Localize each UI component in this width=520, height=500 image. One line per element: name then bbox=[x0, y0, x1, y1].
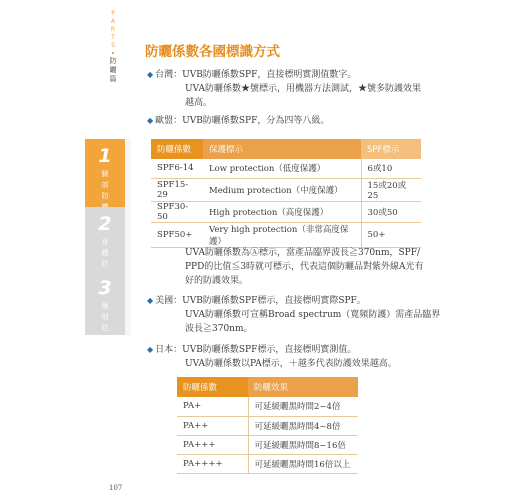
section-header-vertical bbox=[107, 10, 119, 83]
table-cell: 6或10 bbox=[361, 159, 421, 178]
bullet-diamond-icon: ◆ bbox=[147, 345, 154, 354]
table-cell: PA++++ bbox=[177, 454, 248, 473]
tab-label-char: 曬 bbox=[101, 335, 109, 343]
page-number: 107 bbox=[109, 484, 123, 492]
bullet-diamond-icon: ◆ bbox=[147, 70, 154, 79]
table-cell: High protection（高度保護） bbox=[203, 201, 361, 222]
bullet-diamond-icon: ◆ bbox=[147, 116, 154, 125]
uva-note-paragraph bbox=[185, 246, 424, 288]
table-row bbox=[177, 416, 358, 435]
table-header: 防曬係數 bbox=[151, 139, 203, 159]
usa-line-3: 波長≧370nm。 bbox=[185, 324, 253, 334]
table-row bbox=[151, 178, 421, 201]
tab-body-sunscreen[interactable] bbox=[85, 207, 125, 271]
table-cell: 可延緩曬黑時間8~16倍 bbox=[248, 435, 358, 454]
divider-dot bbox=[112, 52, 114, 54]
taiwan-paragraph bbox=[147, 68, 421, 110]
tab-label-char: 體 bbox=[101, 249, 109, 257]
section-en-letter: P bbox=[111, 10, 115, 17]
table-cell: PA++ bbox=[177, 416, 248, 435]
table-cell: 50+ bbox=[361, 222, 421, 247]
section-en-letter: S bbox=[111, 42, 115, 49]
usa-line-2: UVA防曬係數可宣稱Broad spectrum（寬頻防護）需產品臨界 bbox=[185, 310, 441, 320]
bullet-diamond-icon: ◆ bbox=[147, 296, 154, 305]
tab-label-char: 防 bbox=[101, 260, 109, 268]
europe-line-1: 歐盟：UVB防曬係數SPF，分為四等八級。 bbox=[155, 116, 330, 126]
europe-paragraph bbox=[147, 114, 329, 128]
tab-number: 1 bbox=[98, 145, 112, 167]
tab-label-char: 防 bbox=[101, 324, 109, 332]
japan-pa-table bbox=[177, 377, 358, 474]
eu-spf-table bbox=[151, 139, 421, 248]
table-header: 保護標示 bbox=[203, 139, 361, 159]
tab-face-sunscreen[interactable] bbox=[85, 139, 125, 207]
table-header: 防曬效果 bbox=[248, 377, 358, 397]
table-cell: Low protection（低度保護） bbox=[203, 159, 361, 178]
japan-paragraph bbox=[147, 343, 397, 371]
table-row bbox=[151, 159, 421, 178]
table-cell: PA+++ bbox=[177, 435, 248, 454]
table-cell: SPF30-50 bbox=[151, 201, 203, 222]
usa-line-1: 美國：UVB防曬係數SPF標示，直接標明實際SPF。 bbox=[155, 296, 366, 306]
section-zh-char: 曬 bbox=[109, 66, 117, 74]
table-cell: Medium protection（中度保護） bbox=[203, 178, 361, 201]
table-cell: PA+ bbox=[177, 397, 248, 416]
taiwan-line-2: UVA防曬係數★號標示，用機器方法測試，★號多防護效果 bbox=[185, 84, 421, 94]
tab-label-char: 臉 bbox=[101, 170, 109, 178]
table-cell: SPF50+ bbox=[151, 222, 203, 247]
tab-label-char: 部 bbox=[101, 181, 109, 189]
tab-number: 3 bbox=[98, 277, 112, 299]
table-cell: 30或50 bbox=[361, 201, 421, 222]
uva-note-line-3: 好的防護效果。 bbox=[185, 276, 249, 286]
section-en-letter: R bbox=[110, 26, 116, 33]
table-header: 防曬係數 bbox=[177, 377, 248, 397]
table-cell: 可延緩曬黑時間16倍以上 bbox=[248, 454, 358, 473]
table-row bbox=[177, 454, 358, 473]
tab-label-char: 別 bbox=[101, 313, 109, 321]
table-cell: SPF15-29 bbox=[151, 178, 203, 201]
table-row bbox=[177, 435, 358, 454]
tab-label-char: 防 bbox=[101, 192, 109, 200]
table-cell: Very high protection（非常高度保護） bbox=[203, 222, 361, 247]
section-en-letter: A bbox=[110, 18, 116, 25]
table-row bbox=[151, 201, 421, 222]
table-cell: 15或20或25 bbox=[361, 178, 421, 201]
taiwan-line-1: 台灣：UVB防曬係數SPF，直接標明實測值數字。 bbox=[155, 70, 357, 80]
section-zh-char: 防 bbox=[109, 57, 117, 65]
table-header: SPF標示 bbox=[361, 139, 421, 159]
taiwan-line-3: 越高。 bbox=[185, 98, 213, 108]
uva-note-line-2: PPD的比值≦3時就可標示，代表這個防曬品對紫外線A光有 bbox=[185, 262, 424, 272]
tab-individual-sunscreen[interactable] bbox=[85, 271, 125, 343]
japan-line-2: UVA防曬係數以PA標示，＋越多代表防護效果越高。 bbox=[185, 359, 397, 369]
tab-label-char: 身 bbox=[101, 238, 109, 246]
page-title: 防曬係數各國標識方式 bbox=[145, 44, 280, 60]
tab-rail bbox=[125, 139, 131, 335]
table-cell: 可延緩曬黑時間4~8倍 bbox=[248, 416, 358, 435]
table-row bbox=[151, 222, 421, 247]
section-en-letter: T bbox=[111, 34, 115, 41]
usa-paragraph bbox=[147, 294, 440, 336]
tab-label-char: 個 bbox=[101, 302, 109, 310]
uva-note-line-1: UVA防曬係數為Ⓐ標示，當產品臨界波長≧370nm，SPF/ bbox=[185, 248, 420, 258]
table-cell: SPF6-14 bbox=[151, 159, 203, 178]
japan-line-1: 日本：UVB防曬係數SPF標示，直接標明實測值。 bbox=[155, 345, 357, 355]
section-zh-char: 篇 bbox=[109, 75, 117, 83]
tab-number: 2 bbox=[98, 213, 112, 235]
table-row bbox=[177, 397, 358, 416]
table-cell: 可延緩曬黑時間2~4倍 bbox=[248, 397, 358, 416]
